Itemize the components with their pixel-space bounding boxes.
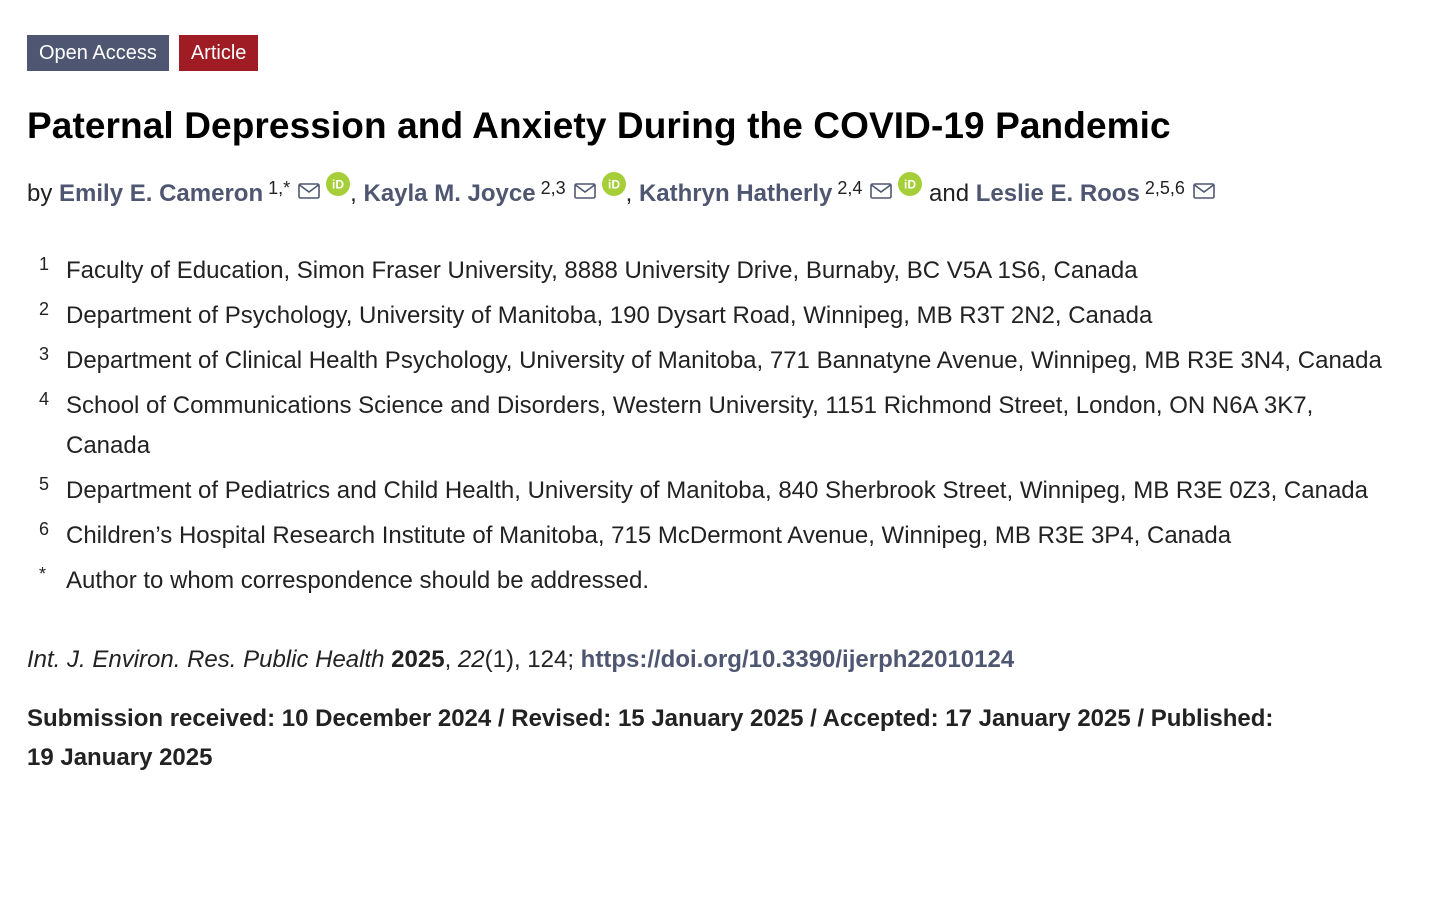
citation-volume: 22	[457, 646, 485, 673]
affiliation-text: Children’s Hospital Research Institute of Manitoba, 715 McDermont Avenue, Winnipeg, MB R3E 3P4, Canada	[66, 522, 1232, 549]
author-name[interactable]: Kayla M. Joyce	[363, 180, 536, 207]
affiliation-number: 6	[39, 519, 50, 539]
mail-icon[interactable]	[1193, 173, 1215, 211]
orcid-icon[interactable]	[326, 170, 350, 208]
mail-icon[interactable]	[574, 173, 596, 211]
affiliation-text: Department of Psychology, University of Manitoba, 190 Dysart Road, Winnipeg, MB R3T 2N2, Canada	[66, 302, 1153, 329]
affiliation-item	[39, 386, 1399, 466]
citation-year: 2025	[391, 646, 445, 673]
svg-text:iD: iD	[607, 177, 620, 192]
author-list: by Emily E. Cameron $^{1,*}$ iD , Kayla M. Joyce $^{2,3}$ iD , Kathryn Hatherly $^{2,4}$ iD and Leslie E. Roos $^{2,5,6}$	[27, 169, 1434, 213]
author-affiliation-refs: 2,3	[540, 178, 566, 198]
affiliation-item	[39, 251, 1399, 291]
publication-dates: Submission received: 10 December 2024 / Revised: 15 January 2025 / Accepted: 17 January 2025 / Published: 19 January 2025	[27, 705, 1274, 771]
affiliation-item	[39, 341, 1399, 381]
affiliation-text: Author to whom correspondence should be addressed.	[66, 567, 650, 594]
mail-icon[interactable]	[870, 173, 892, 211]
affiliation-text: School of Communications Science and Disorders, Western University, 1151 Richmond Street, London, ON N6A 3K7, Canada	[66, 392, 1314, 459]
citation: Int. J. Environ. Res. Public Health 2025, 22(1), 124; https://doi.org/10.3390/ijerph22010124	[27, 646, 1015, 673]
svg-text:iD: iD	[332, 177, 345, 192]
affiliation-item	[39, 516, 1399, 556]
author-affiliation-refs: 1,*	[268, 178, 291, 198]
affiliation-text: Faculty of Education, Simon Fraser University, 8888 University Drive, Burnaby, BC V5A 1S6, Canada	[66, 257, 1138, 284]
affiliation-item	[39, 296, 1399, 336]
journal-name: Int. J. Environ. Res. Public Health	[27, 646, 385, 673]
mail-icon[interactable]	[298, 173, 320, 211]
article-type-badge: Article	[179, 35, 259, 71]
author-affiliation-refs: 2,4	[837, 178, 863, 198]
doi-link[interactable]: https://doi.org/10.3390/ijerph22010124	[580, 646, 1015, 673]
author-name[interactable]: Leslie E. Roos	[975, 180, 1140, 207]
badges	[27, 35, 1434, 71]
citation-issue: (1)	[484, 646, 514, 673]
orcid-icon[interactable]	[602, 170, 626, 208]
orcid-icon[interactable]	[898, 170, 922, 208]
author-name[interactable]: Kathryn Hatherly	[638, 180, 833, 207]
affiliation-number: 5	[39, 474, 50, 494]
affiliation-item	[39, 561, 1399, 601]
affiliation-text: Department of Pediatrics and Child Health, University of Manitoba, 840 Sherbrook Street, Winnipeg, MB R3E 0Z3, Canada	[66, 477, 1368, 504]
author-affiliation-refs: 2,5,6	[1144, 178, 1185, 198]
by-label: by	[27, 180, 53, 207]
svg-text:iD: iD	[904, 177, 917, 192]
affiliation-text: Department of Clinical Health Psychology, University of Manitoba, 771 Bannatyne Avenue, Winnipeg, MB R3E 3N4, Canada	[66, 347, 1382, 374]
affiliation-number: 2	[39, 299, 50, 319]
affiliation-list	[27, 251, 1399, 601]
and-label: and	[929, 180, 970, 207]
article-title: Paternal Depression and Anxiety During the COVID-19 Pandemic	[27, 105, 1171, 146]
affiliation-number: 3	[39, 344, 50, 364]
author-name[interactable]: Emily E. Cameron	[59, 180, 264, 207]
open-access-badge[interactable]: Open Access	[27, 35, 169, 71]
citation-article-number: , 124;	[513, 646, 574, 673]
affiliation-number: 4	[39, 389, 50, 409]
affiliation-number: 1	[39, 254, 50, 274]
affiliation-number: *	[39, 564, 47, 584]
affiliation-item	[39, 471, 1399, 511]
